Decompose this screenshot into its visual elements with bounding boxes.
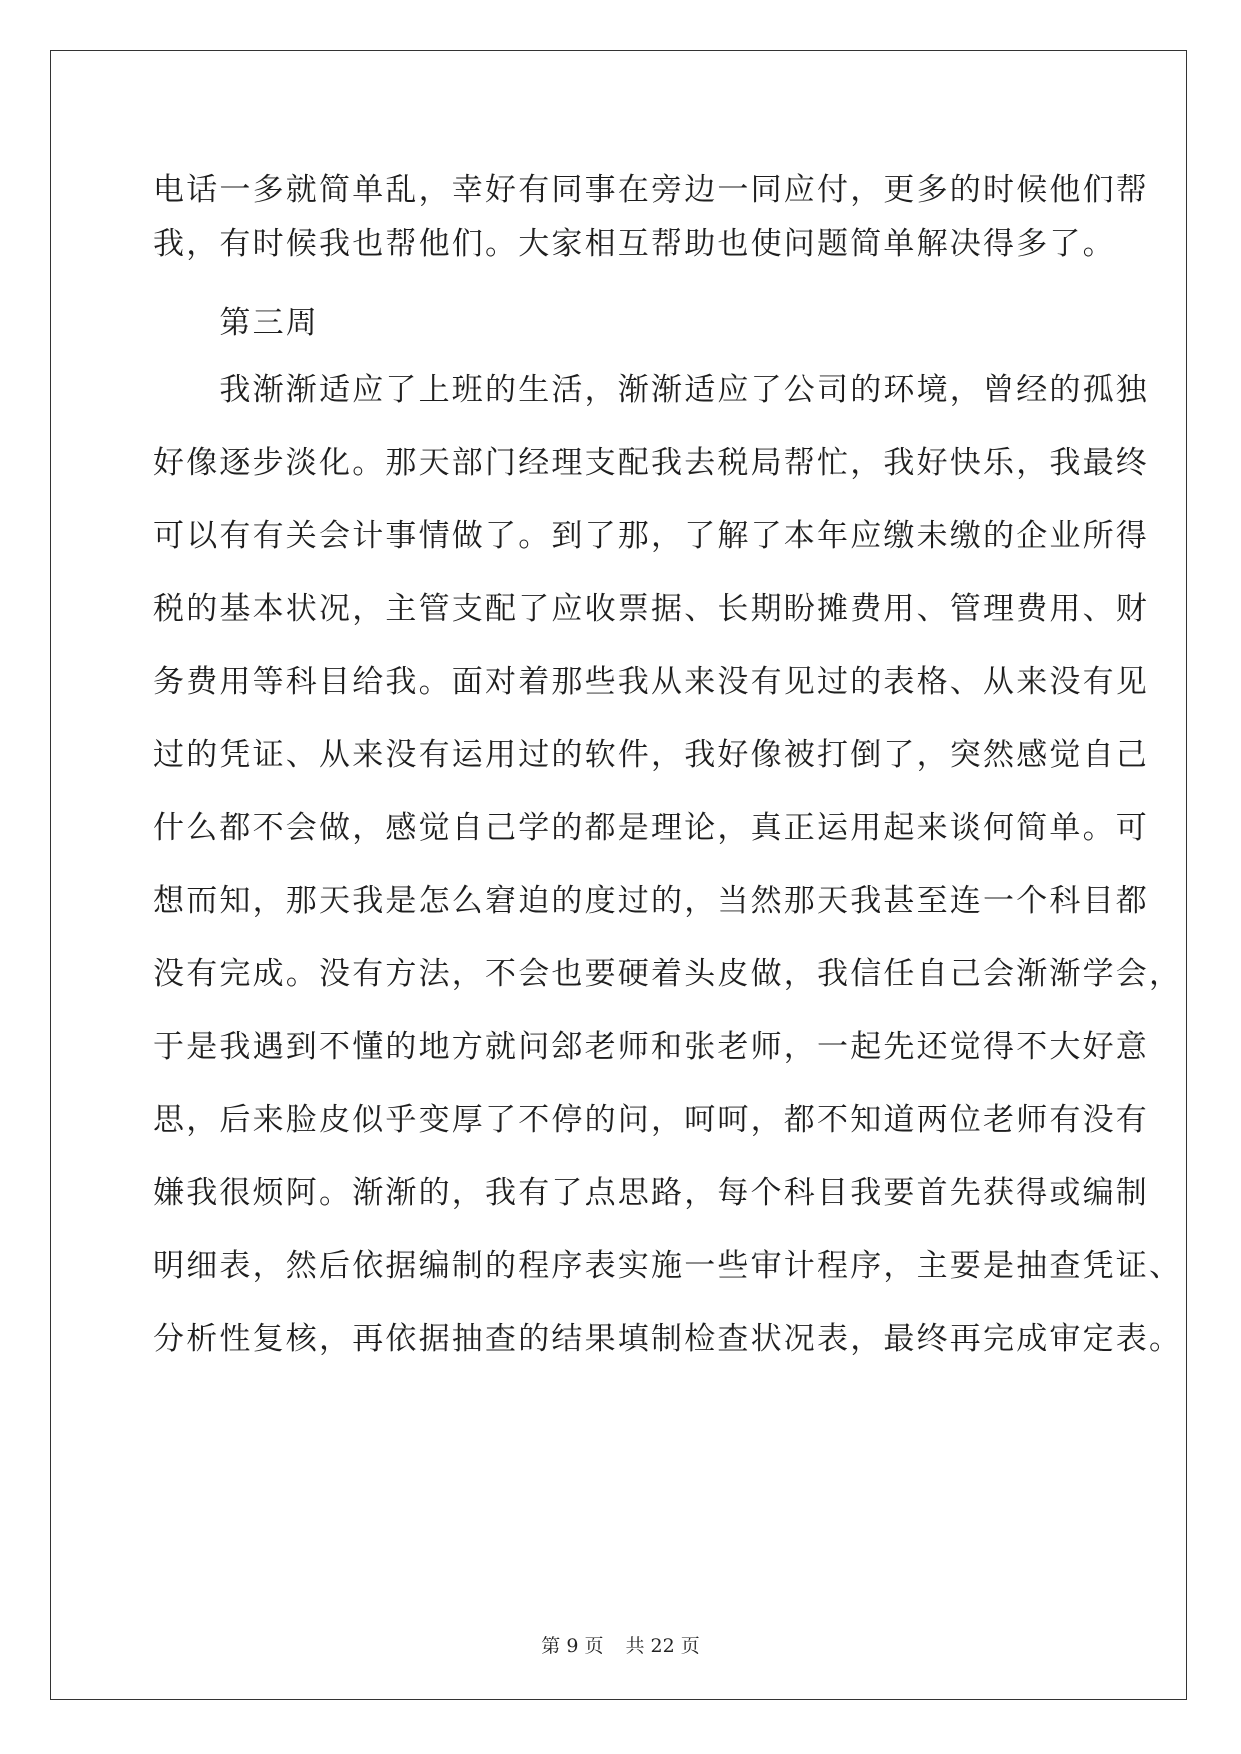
body-line: 可以有有关会计事情做了。到了那，了解了本年应缴未缴的企业所得 [153, 518, 1149, 554]
body-line: 电话一多就简单乱，幸好有同事在旁边一同应付，更多的时候他们帮 [153, 172, 1149, 208]
page-footer [0, 1634, 1241, 1658]
body-line: 我渐渐适应了上班的生活，渐渐适应了公司的环境，曾经的孤独 [153, 372, 1149, 408]
body-line: 明细表，然后依据编制的程序表实施一些审计程序，主要是抽查凭证、 [153, 1248, 1183, 1284]
body-line: 我，有时候我也帮他们。大家相互帮助也使问题简单解决得多了。 [153, 226, 1116, 262]
body-line: 嫌我很烦阿。渐渐的，我有了点思路，每个科目我要首先获得或编制 [153, 1175, 1149, 1211]
body-line: 分析性复核，再依据抽查的结果填制检查状况表，最终再完成审定表。 [153, 1321, 1183, 1357]
body-line: 税的基本状况，主管支配了应收票据、长期盼摊费用、管理费用、财 [153, 591, 1149, 627]
body-line: 好像逐步淡化。那天部门经理支配我去税局帮忙，我好快乐，我最终 [153, 445, 1149, 481]
body-line: 过的凭证、从来没有运用过的软件，我好像被打倒了，突然感觉自己 [153, 737, 1149, 773]
page-number: 第 9 页 [541, 1635, 604, 1657]
body-line: 没有完成。没有方法，不会也要硬着头皮做，我信任自己会渐渐学会， [153, 956, 1183, 992]
body-line: 什么都不会做，感觉自己学的都是理论，真正运用起来谈何简单。可 [153, 810, 1149, 846]
page-total: 共 22 页 [625, 1635, 700, 1657]
page-border [50, 50, 1187, 1700]
body-line: 务费用等科目给我。面对着那些我从来没有见过的表格、从来没有见 [153, 664, 1149, 700]
body-line: 于是我遇到不懂的地方就问郐老师和张老师，一起先还觉得不大好意 [153, 1029, 1149, 1065]
body-line: 思，后来脸皮似乎变厚了不停的问，呵呵，都不知道两位老师有没有 [153, 1102, 1149, 1138]
section-heading: 第三周 [153, 305, 319, 341]
body-line: 想而知，那天我是怎么窘迫的度过的，当然那天我甚至连一个科目都 [153, 883, 1149, 919]
